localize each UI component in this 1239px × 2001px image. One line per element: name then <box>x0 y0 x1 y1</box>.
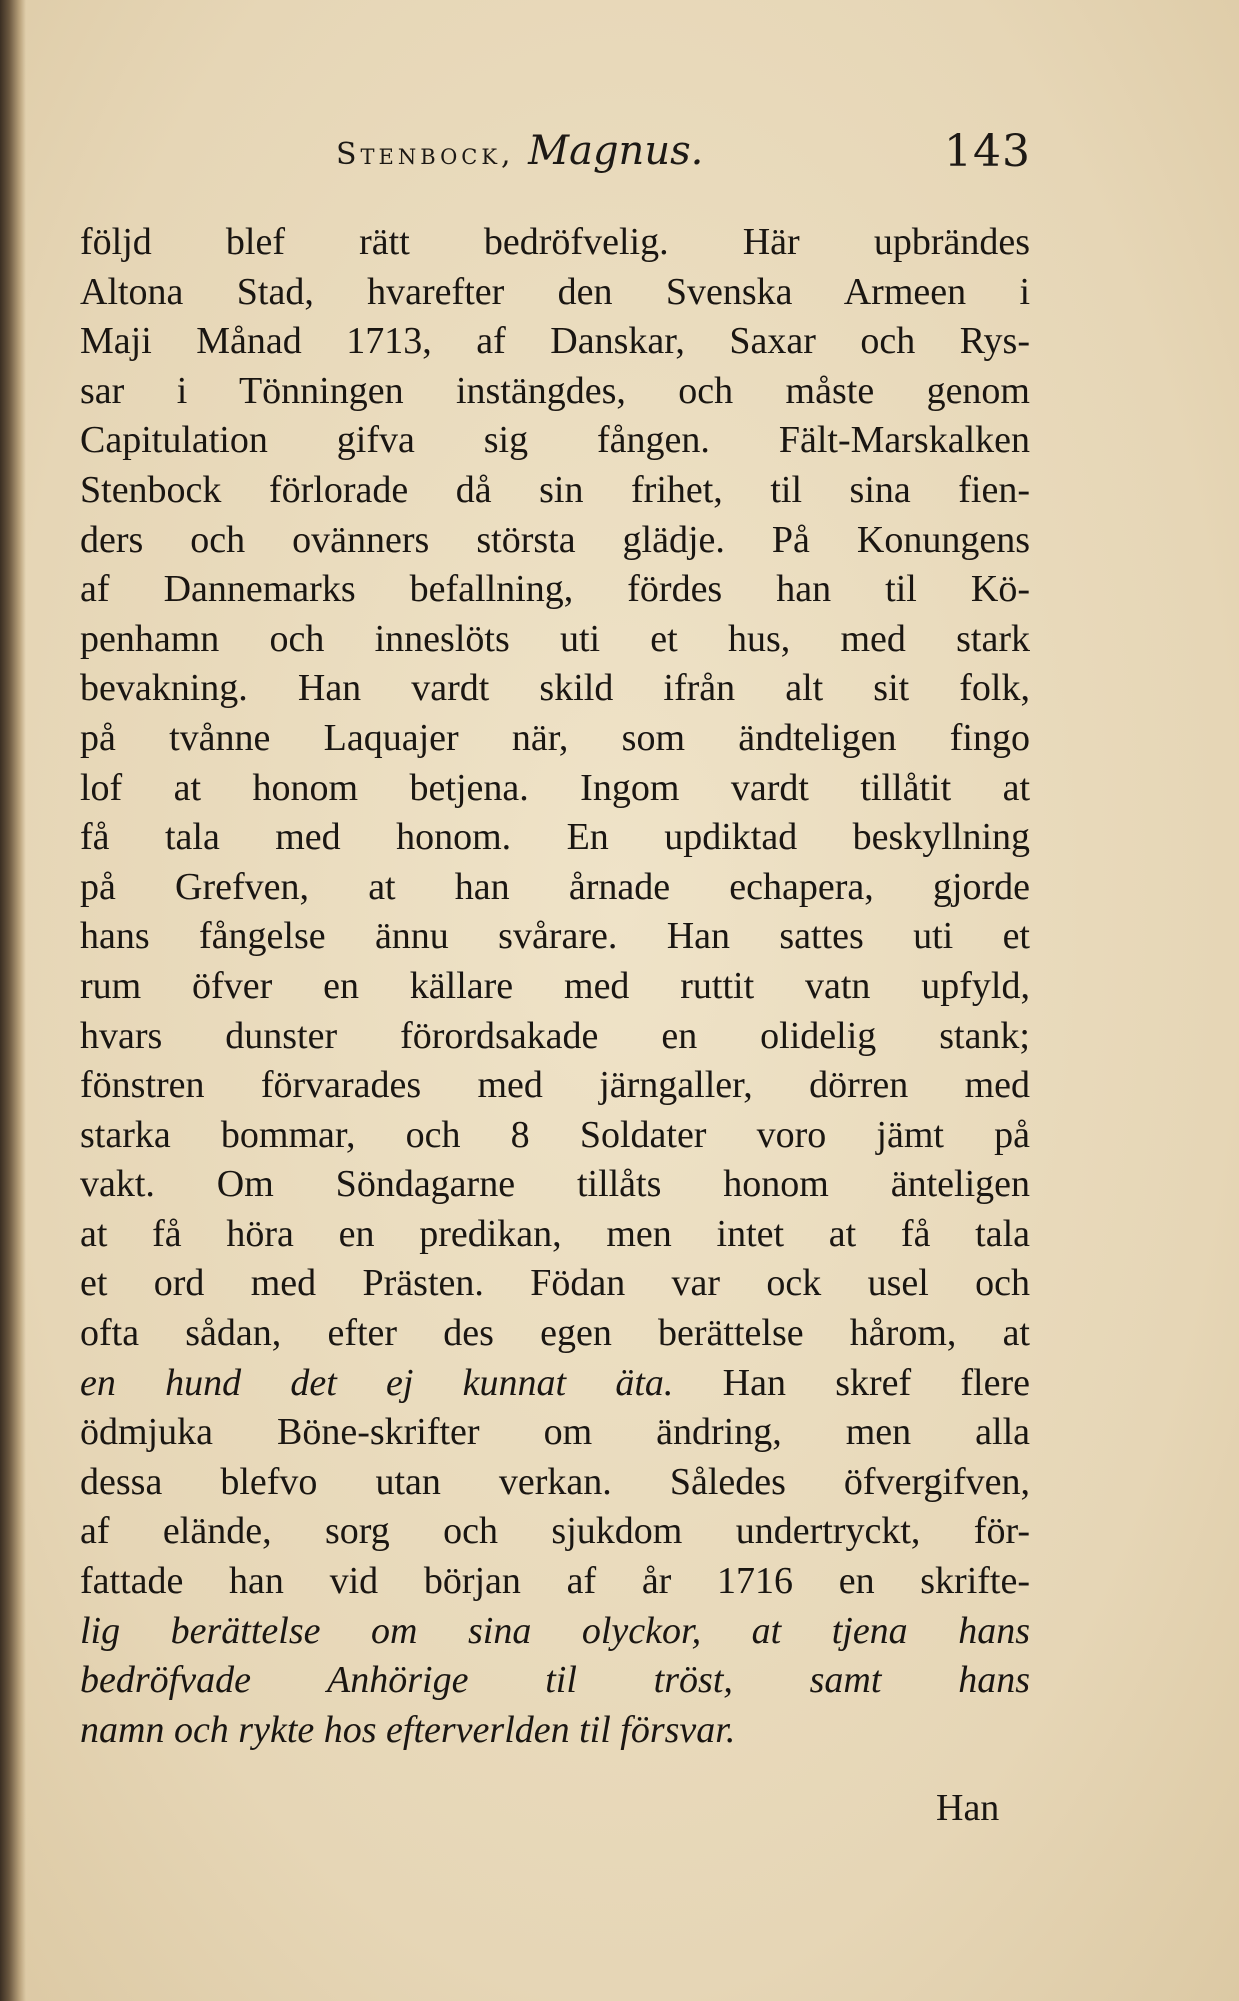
text-line: ödmjuka Böne-skrifter om ändring, men alla <box>80 1411 1030 1454</box>
running-head-name: Stenbock, <box>336 137 515 172</box>
text-line: rum öfver en källare med ruttit vatn upfyld, <box>80 964 1030 1007</box>
text-line: lof at honom betjena. Ingom vardt tillåtit at <box>80 766 1030 809</box>
text-line: Maji Månad 1713, af Danskar, Saxar och Rys- <box>80 320 1030 363</box>
text-segment: Han skref flere <box>722 1361 1030 1404</box>
text-line: fönstren förvarades med järngaller, dörren med <box>80 1064 1030 1107</box>
text-line: et ord med Prästen. Födan var ock usel och <box>80 1262 1030 1305</box>
text-line: på Grefven, at han årnade echapera, gjorde <box>80 865 1030 908</box>
text-line: hans fångelse ännu svårare. Han sattes uti et <box>80 915 1030 958</box>
text-line: af Dannemarks befallning, fördes han til Kö- <box>80 568 1030 611</box>
page-number: 143 <box>944 126 1031 177</box>
text-line: fattade han vid början af år 1716 en skrifte- <box>80 1560 1030 1603</box>
running-head <box>336 128 703 174</box>
text-line <box>80 1359 1030 1409</box>
text-line: af elände, sorg och sjukdom undertryckt, för- <box>80 1510 1030 1553</box>
text-line: Capitulation gifva sig fången. Fält-Marskalken <box>80 419 1030 462</box>
text-line: sar i Tönningen instängdes, och måste genom <box>80 369 1030 412</box>
text-line: penhamn och inneslöts uti et hus, med stark <box>80 617 1030 660</box>
text-line: namn och rykte hos efterverlden til försvar. <box>80 1708 736 1751</box>
italic-phrase: en hund det ej kunnat äta. <box>80 1361 723 1404</box>
running-head-given-name: Magnus. <box>528 128 704 174</box>
text-line: följd blef rätt bedröfvelig. Här upbrändes <box>80 221 1030 263</box>
text-line: lig berättelse om sina olyckor, at tjena hans <box>80 1609 1030 1652</box>
text-line: Stenbock förlorade då sin frihet, til sina fien- <box>80 468 1030 511</box>
text-line: få tala med honom. En updiktad beskyllning <box>80 816 1030 859</box>
text-line: på tvånne Laquajer när, som ändteligen fingo <box>80 716 1030 759</box>
text-line: bevakning. Han vardt skild ifrån alt sit folk, <box>80 667 1030 710</box>
text-line: bedröfvade Anhörige til tröst, samt hans <box>80 1659 1030 1702</box>
text-line: dessa blefvo utan verkan. Således öfvergifven, <box>80 1460 1030 1503</box>
body-text <box>80 218 1030 1755</box>
text-line: starka bommar, och 8 Soldater voro jämt på <box>80 1113 1030 1156</box>
text-line: at få höra en predikan, men intet at få tala <box>80 1212 1030 1255</box>
catchword: Han <box>936 1787 1000 1829</box>
text-line: hvars dunster förordsakade en olidelig stank; <box>80 1014 1030 1057</box>
text-line: ders och ovänners största glädje. På Konungens <box>80 518 1030 561</box>
page-header <box>0 118 1239 188</box>
text-line: ofta sådan, efter des egen berättelse hårom, at <box>80 1312 1030 1355</box>
text-line: vakt. Om Söndagarne tillåts honom änteligen <box>80 1163 1030 1206</box>
binding-gutter <box>0 0 26 2001</box>
text-line: Altona Stad, hvarefter den Svenska Armeen i <box>80 270 1030 313</box>
